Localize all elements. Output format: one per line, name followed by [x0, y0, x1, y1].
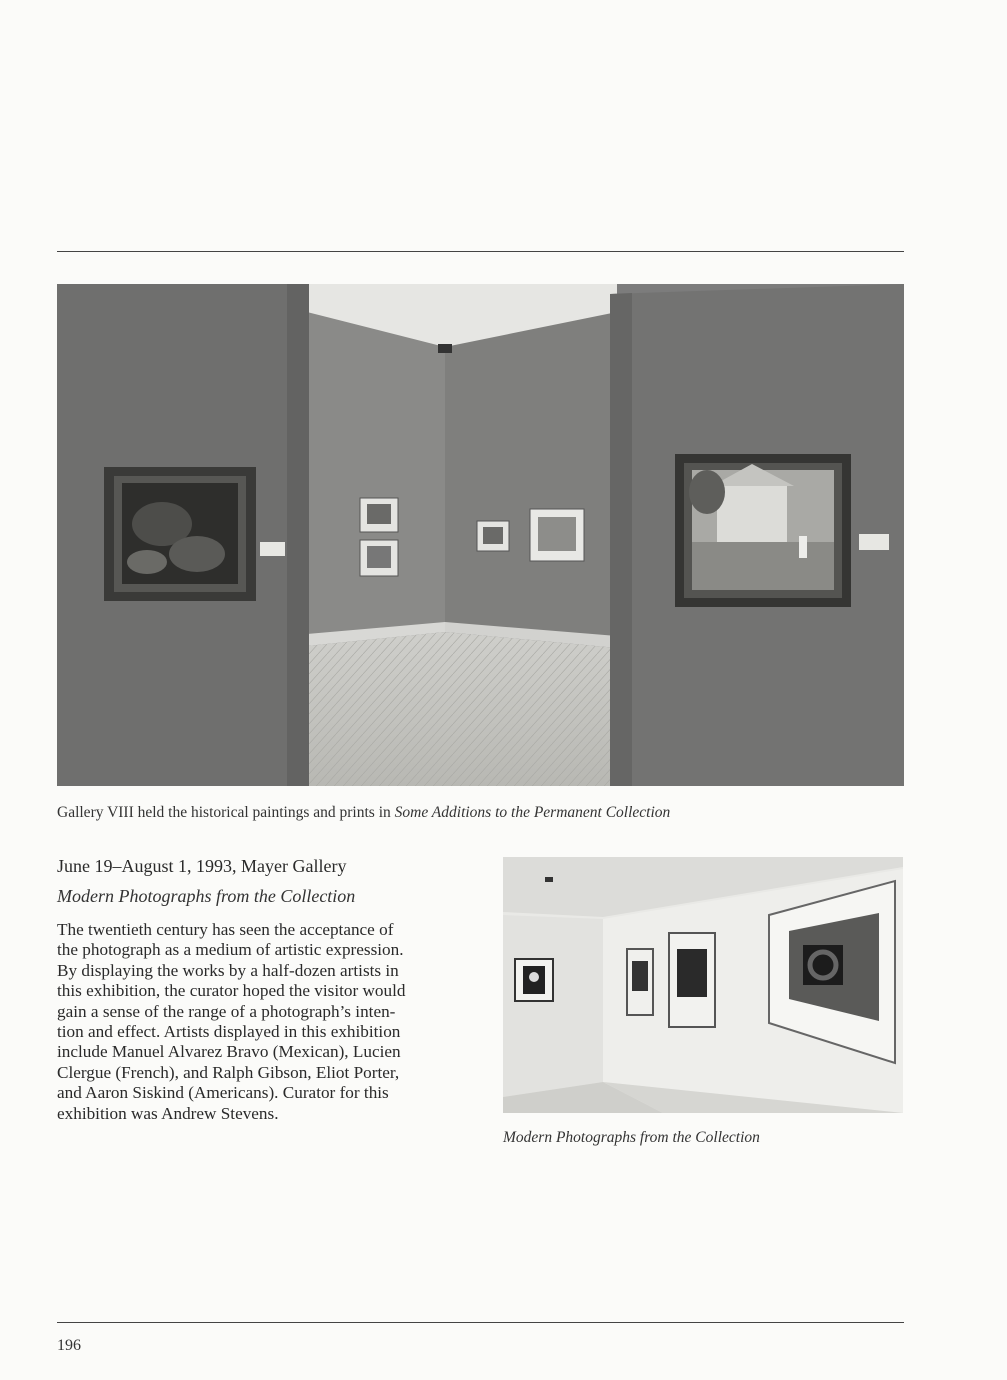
description-line: the photograph as a medium of artistic expression. [57, 940, 404, 960]
exhibition-title: Modern Photographs from the Collection [57, 886, 356, 906]
main-photo-caption [57, 804, 917, 822]
page-number: 196 [57, 1337, 81, 1354]
description-line: By displaying the works by a half-dozen artists in [57, 960, 399, 980]
description-line: The twentieth century has seen the acceptance of [57, 920, 394, 939]
gallery-viii-photo [57, 284, 904, 786]
description-line: gain a sense of the range of a photograph’s inten- [57, 1001, 396, 1021]
bottom-rule [57, 1322, 904, 1323]
description-line: exhibition was Andrew Stevens. [57, 1103, 279, 1123]
main-caption-text: Gallery VIII held the historical paintings and prints in [57, 804, 395, 821]
description-line: Clergue (French), and Ralph Gibson, Eliot Porter, [57, 1062, 400, 1082]
exhibition-dates: June 19–August 1, 1993, Mayer Gallery [57, 856, 347, 876]
main-caption-exhibition-title: Some Additions to the Permanent Collection [394, 804, 671, 821]
modern-photographs-gallery-photo [503, 857, 903, 1113]
description-line: tion and effect. Artists displayed in this exhibition [57, 1022, 401, 1042]
description-line: this exhibition, the curator hoped the visitor would [57, 981, 406, 1001]
exhibition-description [57, 920, 467, 1124]
description-line: and Aaron Siskind (Americans). Curator for this [57, 1083, 389, 1103]
description-line: include Manuel Alvarez Bravo (Mexican), Lucien [57, 1042, 401, 1062]
top-rule [57, 251, 904, 252]
second-photo-caption: Modern Photographs from the Collection [503, 1129, 760, 1146]
